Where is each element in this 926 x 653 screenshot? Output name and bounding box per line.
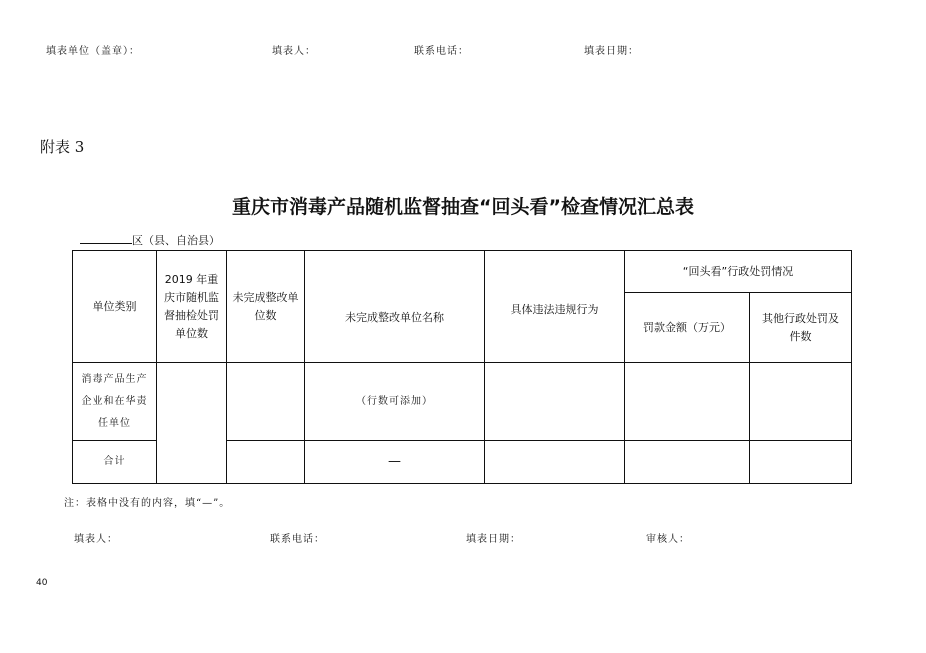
header-fine-amount: 罚款金额（万元） (625, 293, 750, 363)
header-unit-type: 单位类别 (73, 251, 157, 363)
footer-date-label: 填表日期： (466, 534, 521, 545)
cell-producers-fine (625, 363, 750, 441)
header-punished-units: 2019 年重庆市随机监督抽检处罚单位数 (157, 251, 227, 363)
header-unfinished-names: 未完成整改单位名称 (305, 251, 485, 363)
footer-phone-label: 联系电话： (270, 534, 325, 545)
header-filler-label: 填表人： (272, 46, 316, 57)
district-blank (80, 243, 132, 244)
cell-total-other (750, 441, 852, 484)
header-date-label: 填表日期： (584, 46, 639, 57)
header-admin-penalty: “回头看”行政处罚情况 (625, 251, 852, 293)
footer-reviewer-label: 审核人： (646, 534, 690, 545)
summary-table (72, 250, 852, 484)
footer-filler-label: 填表人： (74, 534, 118, 545)
header-fill-unit-label: 填表单位（盖章）： (46, 46, 140, 57)
cell-producers-other (750, 363, 852, 441)
header-other-penalty: 其他行政处罚及件数 (750, 293, 852, 363)
table-note: 注：表格中没有的内容，填“—”。 (64, 498, 231, 509)
district-label: 区（县、自治县） (132, 234, 220, 247)
annex-label: 附表 3 (40, 138, 85, 156)
page-title: 重庆市消毒产品随机监督抽查“回头看”检查情况汇总表 (232, 196, 694, 218)
cell-producers-placeholder: （行数可添加） (305, 363, 485, 441)
header-unfinished-count: 未完成整改单位数 (227, 251, 305, 363)
cell-total-dash: — (305, 441, 485, 484)
cell-total-unfinished-count (227, 441, 305, 484)
page-number: 40 (36, 578, 48, 588)
row-total-label: 合计 (73, 441, 157, 484)
row-producers-label: 消毒产品生产企业和在华责任单位 (73, 363, 157, 441)
cell-total-fine (625, 441, 750, 484)
cell-producers-punished (157, 363, 227, 484)
district-line (80, 232, 220, 248)
header-violations: 具体违法违规行为 (485, 251, 625, 363)
cell-producers-unfinished-count (227, 363, 305, 441)
cell-total-violations (485, 441, 625, 484)
cell-producers-violations (485, 363, 625, 441)
header-phone-label: 联系电话： (414, 46, 469, 57)
